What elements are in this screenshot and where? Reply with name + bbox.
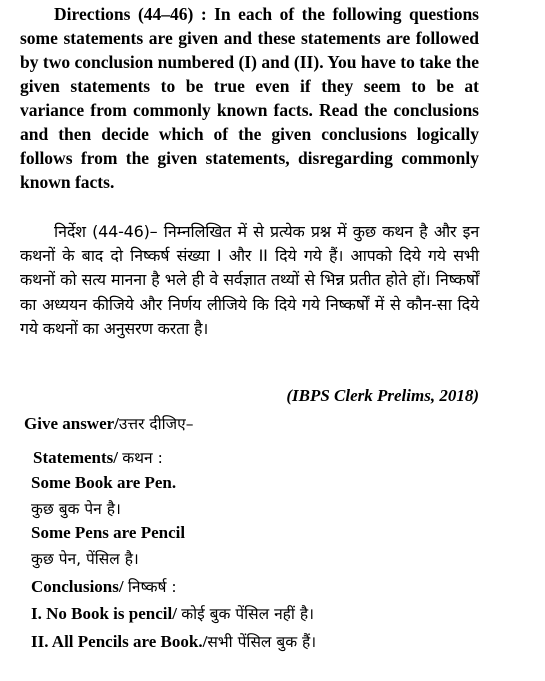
give-answer-hi: उत्तर दीजिए– [118, 415, 194, 433]
directions-hindi: निर्देश (44-46)– निम्नलिखित में से प्रत्येक प्रश्न में कुछ कथन है और इन कथनों के बाद दो निष्कर्ष संख्या I और II दिये गये हैं। आपको दिये गये सभी कथनों को सत्य मानना है भले ही वे सर्वज्ञात तथ्यों से भिन्न प्रतीत होते हों। निष्कर्षों का अध्ययन कीजिये और निर्णय लीजिये कि दिये गये निष्कर्षों में से कौन-सा दिये गये कथनों का अनुसरण करता है। [20, 222, 479, 338]
conclusion-1-en: I. No Book is pencil/ [31, 604, 182, 623]
statements-heading-hi: कथन : [122, 449, 163, 467]
statement-2-text: Some Pens are Pencil [31, 523, 186, 542]
conclusions-heading [31, 575, 177, 597]
conclusion-2-en: II. All Pencils are Book./ [31, 632, 208, 651]
conclusion-2-hi: सभी पेंसिल बुक हैं। [207, 633, 317, 651]
conclusion-1-hi: कोई बुक पेंसिल नहीं है। [181, 605, 314, 623]
conclusions-heading-en: Conclusions/ [31, 577, 128, 596]
statement-2-hi: कुछ पेन, पेंसिल है। [31, 550, 139, 568]
exam-source: (IBPS Clerk Prelims, 2018) [286, 386, 479, 405]
give-answer-line [24, 412, 193, 434]
statement-1-hi: कुछ बुक पेन है। [31, 500, 121, 518]
directions-english: Directions (44–46) : In each of the following questions some statements are given and these statements are followed by two conclusion numbered (I) and (II). You have to take the given statements to be true even if they seem to be at variance from commonly known facts. Read the conclusions and then decide which of the given conclusions logically follows from the given statements, disregarding commonly known facts. [20, 4, 479, 192]
statements-heading-en: Statements/ [33, 448, 123, 467]
give-answer-en: Give answer/ [24, 414, 119, 433]
statements-heading [33, 446, 163, 468]
statement-2-en [31, 523, 185, 543]
statement-1-en [31, 473, 176, 493]
conclusion-1 [31, 602, 314, 624]
conclusions-heading-hi: निष्कर्ष : [127, 578, 177, 596]
conclusion-2 [31, 630, 316, 652]
statement-1-text: Some Book are Pen. [31, 473, 177, 492]
